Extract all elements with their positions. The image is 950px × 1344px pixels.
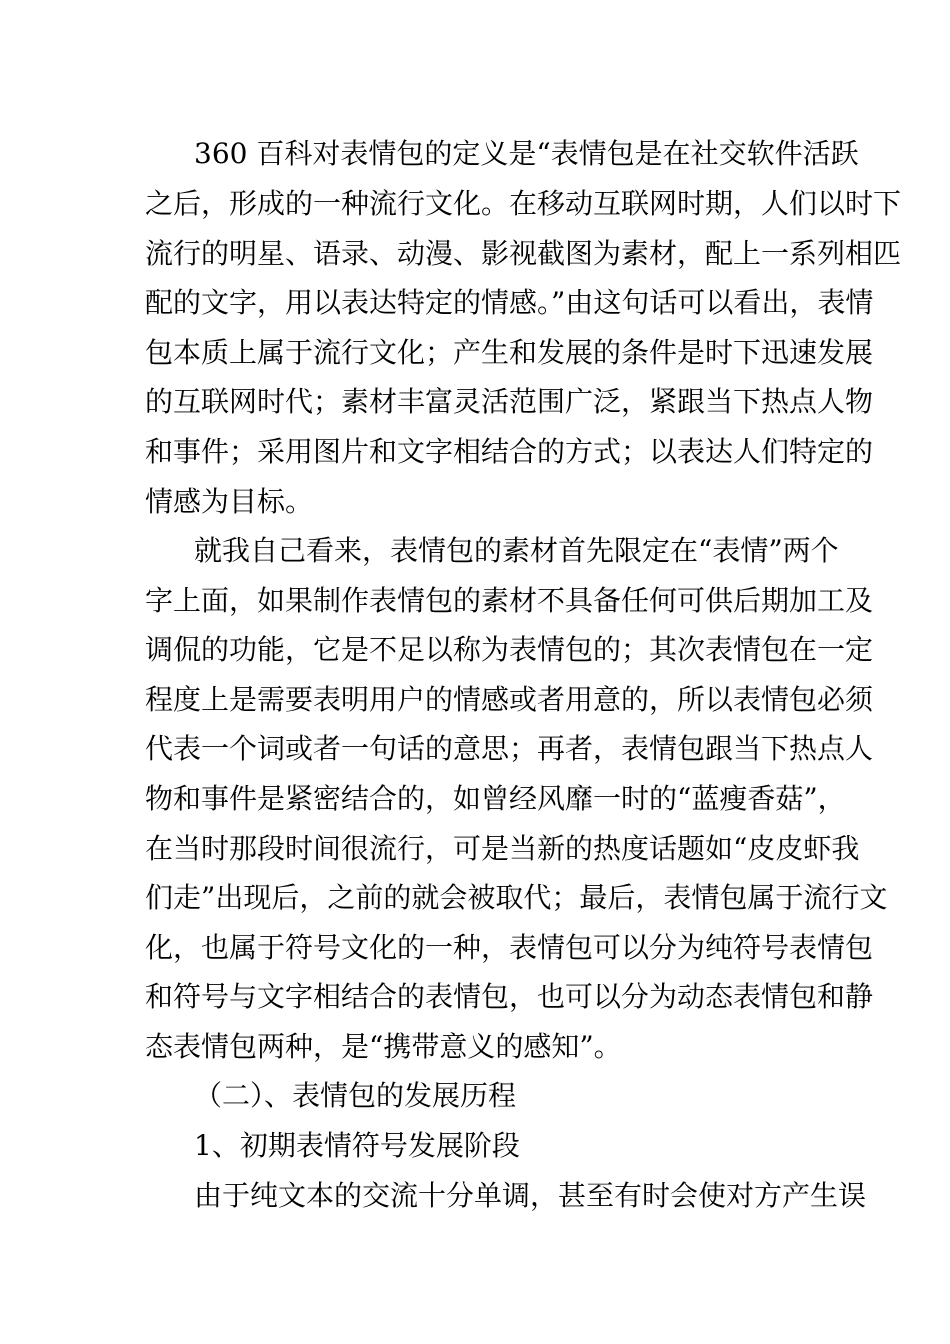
paragraph-2-line-8: 们走”出现后，之前的就会被取代；最后，表情包属于流行文 [145, 881, 888, 914]
paragraph-2-line-3: 调侃的功能，它是不足以称为表情包的；其次表情包在一定 [145, 633, 874, 666]
paragraph-1-line-5: 包本质上属于流行文化；产生和发展的条件是时下迅速发展 [145, 336, 874, 369]
paragraph-1-line-2: 之后，形成的一种流行文化。在移动互联网时期，人们以时下 [145, 187, 902, 220]
paragraph-1-line-8: 情感为目标。 [145, 485, 314, 518]
paragraph-2-line-6: 物和事件是紧密结合的，如曾经风靡一时的“蓝瘦香菇”， [145, 782, 846, 815]
subsection-heading: 1、初期表情符号发展阶段 [194, 1129, 520, 1162]
paragraph-2-line-10: 和符号与文字相结合的表情包，也可以分为动态表情包和静 [145, 980, 874, 1013]
paragraph-2-line-5: 代表一个词或者一句话的意思；再者，表情包跟当下热点人 [145, 732, 874, 765]
paragraph-2-line-9: 化，也属于符号文化的一种，表情包可以分为纯符号表情包 [145, 931, 874, 964]
paragraph-1-line-4: 配的文字，用以表达特定的情感。”由这句话可以看出，表情 [145, 286, 874, 319]
paragraph-1-line-6: 的互联网时代；素材丰富灵活范围广泛，紧跟当下热点人物 [145, 385, 874, 418]
paragraph-1-line-3: 流行的明星、语录、动漫、影视截图为素材，配上一系列相匹 [145, 237, 902, 270]
paragraph-2-line-4: 程度上是需要表明用户的情感或者用意的，所以表情包必须 [145, 683, 874, 716]
section-heading: （二）、表情包的发展历程 [194, 1079, 517, 1112]
paragraph-2-line-2: 字上面，如果制作表情包的素材不具备任何可供后期加工及 [145, 584, 874, 617]
paragraph-2-line-11: 态表情包两种，是“携带意义的感知”。 [145, 1030, 622, 1063]
paragraph-2-line-7: 在当时那段时间很流行，可是当新的热度话题如“皮皮虾我 [145, 832, 860, 865]
paragraph-3-line-1: 由于纯文本的交流十分单调，甚至有时会使对方产生误 [194, 1179, 867, 1212]
paragraph-1-line-1: 360 百科对表情包的定义是“表情包是在社交软件活跃 [194, 137, 859, 170]
paragraph-2-line-1: 就我自己看来，表情包的素材首先限定在“表情”两个 [194, 534, 839, 567]
paragraph-1-line-7: 和事件；采用图片和文字相结合的方式；以表达人们特定的 [145, 435, 874, 468]
